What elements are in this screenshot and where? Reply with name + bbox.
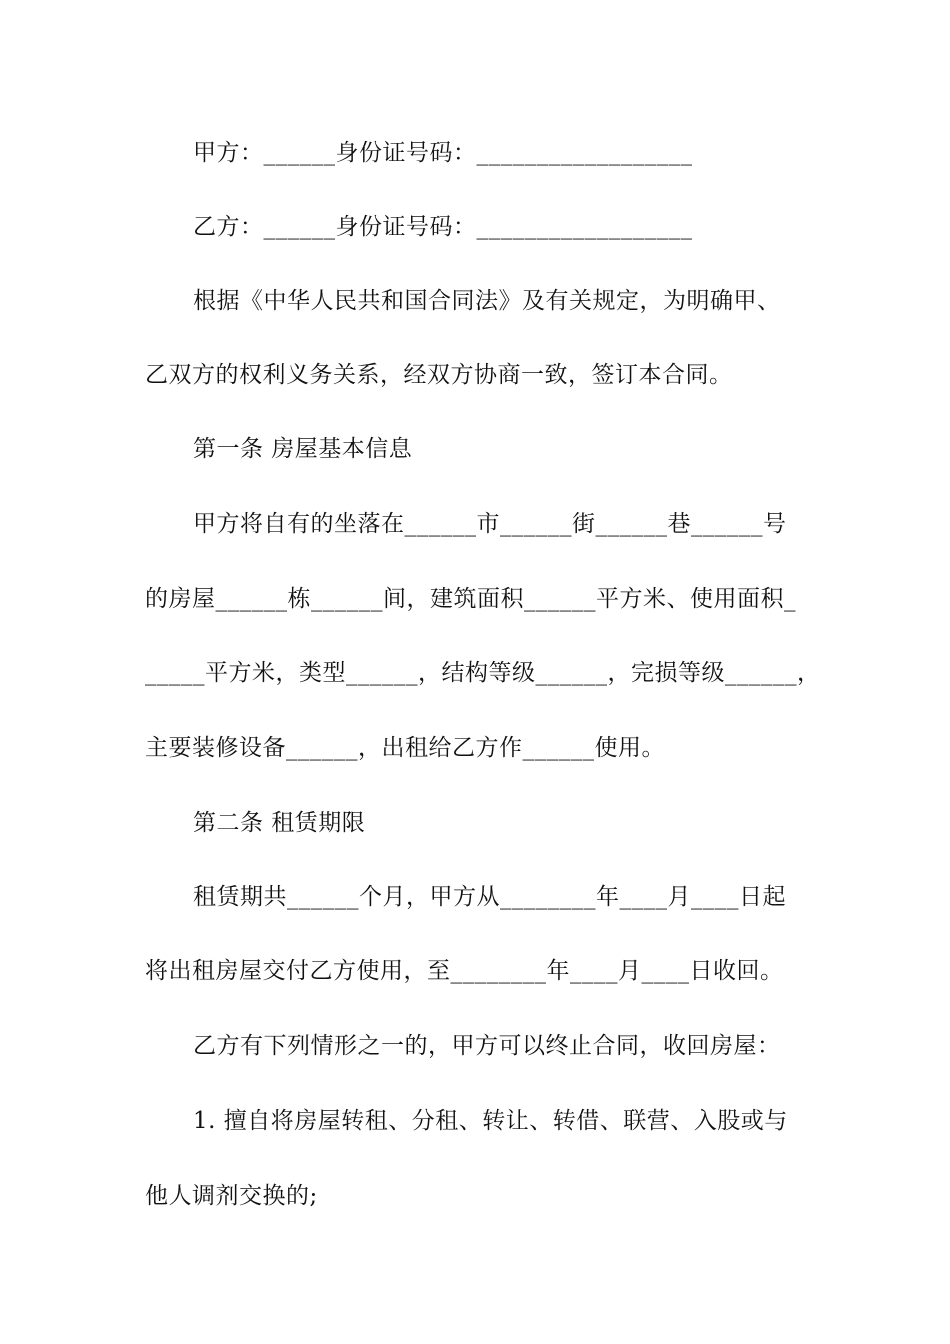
- preamble-line-2: 乙双方的权利义务关系，经双方协商一致，签订本合同。: [145, 362, 733, 388]
- article-1-line-3: _____平方米，类型______，结构等级______，完损等级______，: [145, 660, 821, 686]
- termination-item-1-line-1: 1. 擅自将房屋转租、分租、转让、转借、联营、入股或与: [193, 1108, 788, 1134]
- article-1-line-2: 的房屋______栋______间，建筑面积______平方米、使用面积_: [145, 586, 796, 612]
- article-1-heading: 第一条 房屋基本信息: [193, 436, 413, 462]
- article-2-heading: 第二条 租赁期限: [193, 810, 366, 836]
- article-1-line-1: 甲方将自有的坐落在______市______街______巷______号: [193, 511, 787, 537]
- party-a-line: 甲方：______身份证号码：__________________: [193, 140, 693, 166]
- termination-intro: 乙方有下列情形之一的，甲方可以终止合同，收回房屋：: [193, 1033, 781, 1059]
- termination-item-1-line-2: 他人调剂交换的;: [145, 1183, 318, 1209]
- article-2-line-2: 将出租房屋交付乙方使用，至________年____月____日收回。: [145, 958, 784, 984]
- article-1-line-4: 主要装修设备______，出租给乙方作______使用。: [145, 735, 665, 761]
- party-b-line: 乙方：______身份证号码：__________________: [193, 214, 693, 240]
- article-2-line-1: 租赁期共______个月，甲方从________年____月____日起: [193, 884, 786, 910]
- preamble-line-1: 根据《中华人民共和国合同法》及有关规定，为明确甲、: [193, 288, 781, 314]
